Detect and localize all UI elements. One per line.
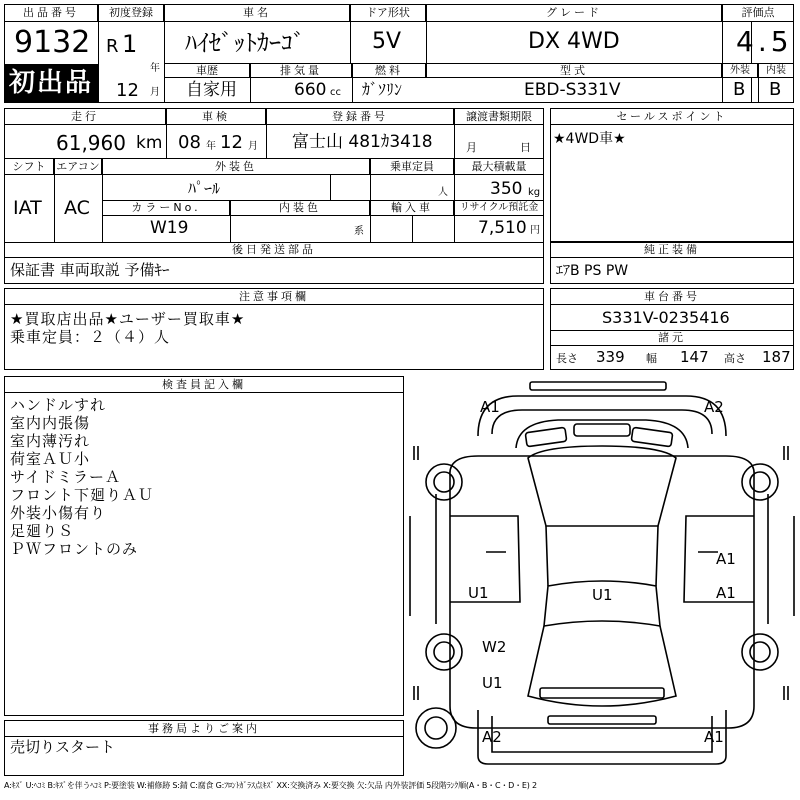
car-name-label: 車名 (164, 4, 350, 22)
inspector-line: ハンドルすれ (10, 396, 107, 414)
inspection-month-unit: 月 (248, 141, 258, 152)
inspector-line: ＰＷフロントのみ (10, 540, 139, 558)
sales-point-label: セールスポイント (550, 108, 794, 125)
fuel: ｶﾞｿﾘﾝ (362, 80, 403, 99)
exterior-grade-label: 外装 (722, 63, 758, 78)
recycle-unit: 円 (530, 225, 540, 236)
model-label: 型式 (426, 63, 722, 78)
legend: A:ｷｽﾞ U:ﾍｺﾐ B:ｷｽﾞを伴うﾍｺﾐ P:要塗装 W:補修跡 S:錆 C:腐食 G:ﾌﾛﾝﾄｶﾞﾗｽ点ｷｽﾞ XX:交換済み X:要交換 欠:欠品 内外装評価 5段階ﾗﾝｸ順(A・B・C・D・E) 2 (4, 781, 537, 790)
parts-label: 後日発送部品 (4, 242, 544, 258)
max-load: 350 (490, 179, 523, 199)
dims-label: 諸元 (550, 330, 794, 346)
transfer-day: 日 (520, 141, 531, 154)
car-outline-svg (408, 376, 796, 776)
mark-left-mid: U1 (468, 584, 489, 602)
height: 187 (762, 348, 791, 366)
inspector-label: 検査員記入欄 (4, 376, 404, 393)
sales-point: ★4WD車★ (553, 131, 626, 147)
first-listing-badge (4, 64, 98, 103)
inspector-line: 室内内張傷 (10, 414, 91, 432)
import-label: 輸入車 (370, 200, 454, 216)
door-type: 5V (372, 29, 402, 54)
mark-left-front-wheel: W2 (482, 638, 507, 656)
mark-rear-left: A1 (480, 398, 500, 416)
capacity-label: 乗車定員 (370, 158, 454, 175)
plate-number: 富士山 481ｶ3418 (292, 132, 433, 152)
load-label: 最大積載量 (454, 158, 544, 175)
load-unit: kg (528, 187, 541, 198)
grade: DX 4WD (528, 29, 620, 54)
inspector-line: 外装小傷有り (10, 504, 107, 522)
inspector-line: サイドミラーＡ (10, 468, 121, 486)
displacement-unit: cc (330, 87, 341, 98)
fuel-label: 燃料 (352, 63, 426, 78)
width: 147 (680, 348, 709, 366)
office-note: 売切りスタート (10, 738, 116, 756)
mark-center: U1 (592, 586, 613, 604)
mileage-label: 走行 (4, 108, 166, 125)
reg-month: 12 (116, 80, 139, 101)
shift-label: シフト (4, 158, 54, 175)
era: R (106, 36, 119, 57)
mark-front-left: A2 (482, 728, 502, 746)
year-unit: 年 (150, 63, 160, 74)
car-diagram (408, 376, 796, 776)
mark-rear-right: A2 (704, 398, 724, 416)
height-label: 高さ (724, 352, 746, 365)
inspection-label: 車検 (166, 108, 266, 125)
inspector-line: 荷室ＡＵ小 (10, 450, 91, 468)
transfer-month: 月 (466, 141, 477, 154)
notes-line: ★買取店出品★ユーザー買取車★ (10, 310, 246, 328)
length: 339 (596, 348, 625, 366)
mileage: 61,960 (56, 131, 126, 155)
mark-right-mid-top: A1 (716, 550, 736, 568)
mark-left-front: U1 (482, 674, 503, 692)
score: 4.5 (736, 25, 793, 58)
notes-label: 注意事項欄 (4, 288, 544, 305)
history-label: 車歴 (164, 63, 250, 78)
length-label: 長さ (556, 352, 578, 365)
door-label: ドア形状 (350, 4, 426, 22)
color-no: W19 (150, 218, 189, 238)
grade-label: グレード (426, 4, 722, 22)
lot-number: 9132 (14, 25, 91, 60)
interior-color-label: 内装色 (230, 200, 370, 216)
lot-label: 出品番号 (4, 4, 98, 22)
inspection-month: 12 (220, 132, 243, 153)
shift: IAT (13, 197, 42, 219)
history: 自家用 (186, 80, 237, 100)
office-label: 事務局よりご案内 (4, 720, 404, 737)
interior-grade: B (769, 79, 782, 100)
era-year: 1 (122, 30, 138, 58)
sales-point-box (550, 108, 794, 242)
recycle-label: リサイクル預託金 (454, 200, 544, 216)
mark-right-mid: A1 (716, 584, 736, 602)
inspector-line: フロント下廻りＡＵ (10, 486, 155, 504)
exterior-color: ﾊﾟｰﾙ (188, 179, 221, 198)
inspection-year: 08 (178, 132, 201, 153)
inspection-year-unit: 年 (206, 141, 216, 152)
parts-value: 保証書 車両取説 予備ｷｰ (10, 261, 170, 279)
mark-front-right: A1 (704, 728, 724, 746)
model: EBD-S331V (524, 80, 621, 100)
transfer-label: 譲渡書類期限 (454, 108, 544, 125)
exterior-color-label: 外装色 (102, 158, 370, 175)
car-name: ﾊｲｾﾞｯﾄｶｰｺﾞ (185, 29, 305, 57)
inspector-lines (10, 396, 154, 558)
first-reg-label: 初度登録 (98, 4, 164, 22)
displacement: 660 (294, 80, 327, 100)
notes-lines (10, 310, 245, 346)
equipment: ｴｱB PS PW (556, 263, 629, 279)
displacement-label: 排気量 (250, 63, 352, 78)
interior-grade-label: 内装 (758, 63, 794, 78)
plate-label: 登録番号 (266, 108, 454, 125)
chassis-number: S331V-0235416 (602, 308, 730, 327)
notes-line: 乗車定員：２（４）人 (10, 328, 171, 346)
capacity-unit: 人 (438, 187, 448, 198)
first-listing-text: 初出品 (8, 68, 93, 98)
month-unit: 月 (150, 87, 160, 98)
mileage-unit: km (136, 133, 163, 153)
ac-label: エアコン (54, 158, 102, 175)
inspector-line: 室内薄汚れ (10, 432, 91, 450)
chassis-label: 車台番号 (550, 288, 794, 305)
score-label: 評価点 (722, 4, 794, 22)
equipment-label: 純正装備 (550, 242, 794, 258)
recycle-fee: 7,510 (478, 218, 527, 238)
ac: AC (64, 197, 90, 219)
exterior-grade: B (733, 79, 746, 100)
color-no-label: カラーNo. (102, 200, 230, 216)
inspector-line: 足廻りＳ (10, 522, 75, 540)
interior-color-unit: 系 (354, 226, 364, 237)
width-label: 幅 (646, 352, 657, 365)
